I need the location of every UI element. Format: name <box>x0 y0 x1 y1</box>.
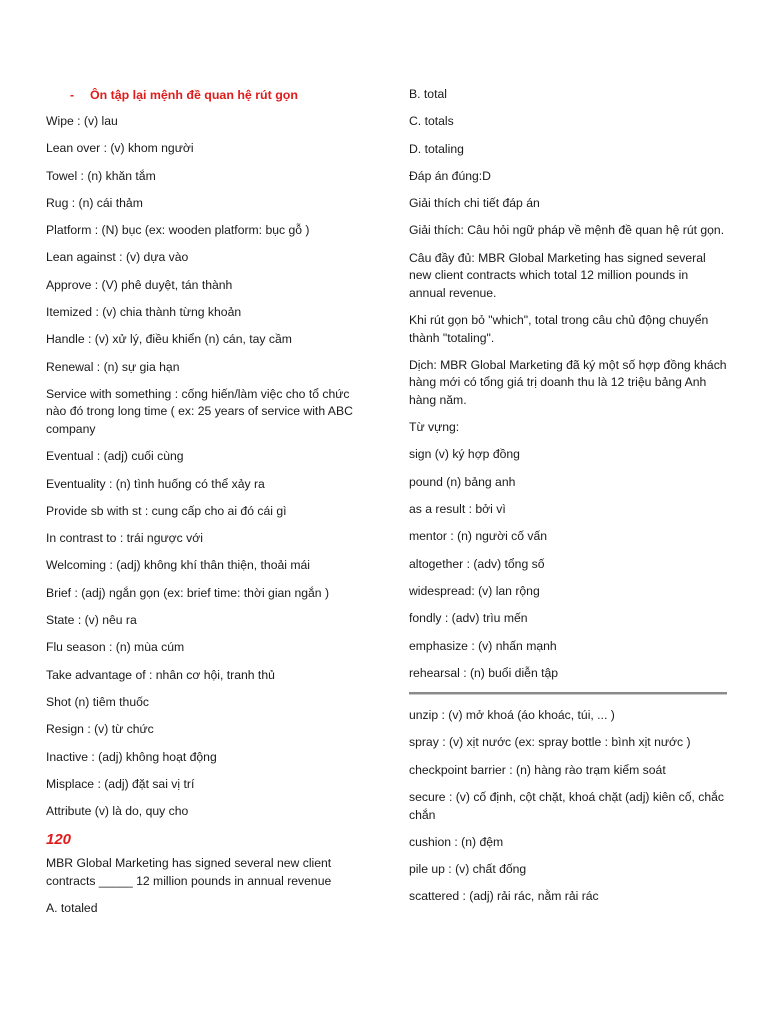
answer-options <box>409 86 727 158</box>
answer-option: C. totals <box>409 114 454 129</box>
vocab-item: widespread: (v) lan rộng <box>409 583 540 598</box>
vocab-item: In contrast to : trái ngược với <box>46 531 203 546</box>
vocab-item: unzip : (v) mở khoá (áo khoác, túi, ... ) <box>409 708 615 723</box>
vocab-item: Provide sb with st : cung cấp cho ai đó cái gì <box>46 503 287 518</box>
vocab-list-left <box>46 113 356 821</box>
right-column <box>409 86 727 916</box>
vocab-item: cushion : (n) đệm <box>409 834 504 849</box>
vocab-item: Lean over : (v) khom người <box>46 141 194 156</box>
vocab-item: sign (v) ký hợp đồng <box>409 447 520 462</box>
vocab-item: Inactive : (adj) không hoạt động <box>46 749 217 764</box>
vocab-item: Renewal : (n) sự gia hạn <box>46 359 180 374</box>
vocab-item: Brief : (adj) ngắn gọn (ex: brief time: thời gian ngắn ) <box>46 585 330 600</box>
vocab-list-right <box>409 446 727 682</box>
vocab-item: scattered : (adj) rải rác, nằm rải rác <box>409 889 599 904</box>
vocab-item: Misplace : (adj) đặt sai vị trí <box>46 776 195 791</box>
vocab-item: checkpoint barrier : (n) hàng rào trạm kiểm soát <box>409 762 666 777</box>
vocab-item: Towel : (n) khăn tắm <box>46 168 156 183</box>
vocab-item: Wipe : (v) lau <box>46 114 118 128</box>
vocab-item: Attribute (v) là do, quy cho <box>46 804 189 819</box>
question-number: 120 <box>46 831 72 849</box>
vocab-item: Take advantage of : nhân cơ hội, tranh thủ <box>46 667 275 682</box>
vocab-item: secure : (v) cố định, cột chặt, khoá chặt (adj) kiên cố, chắc chắn <box>409 790 724 822</box>
explanation-text: Giải thích: Câu hỏi ngữ pháp về mệnh đề quan hệ rút gọn. <box>409 223 725 238</box>
vocab-item: State : (v) nêu ra <box>46 613 137 628</box>
vocab-item: Shot (n) tiêm thuốc <box>46 694 149 709</box>
vocab-item: altogether : (adv) tổng số <box>409 556 545 571</box>
translation: Dịch: MBR Global Marketing đã ký một số hợp đồng khách hàng mới có tổng giá trị doanh thu là 12 triệu bảng Anh hàng năm. <box>409 357 727 407</box>
section-heading <box>46 86 356 104</box>
vocab-item: fondly : (adv) trìu mến <box>409 611 528 626</box>
left-column <box>46 86 356 928</box>
vocab-item: Handle : (v) xử lý, điều khiển (n) cán, tay cầm <box>46 332 292 347</box>
vocab-item: Eventual : (adj) cuối cùng <box>46 449 184 464</box>
option-a: A. totaled <box>46 901 98 916</box>
vocab-item: Rug : (n) cái thảm <box>46 195 143 210</box>
vocab-title: Từ vựng: <box>409 420 460 435</box>
question-text: MBR Global Marketing has signed several new client contracts _____ 12 million pounds in annual revenue <box>46 856 332 888</box>
vocab-item: emphasize : (v) nhấn mạnh <box>409 638 557 653</box>
vocab-item: Welcoming : (adj) không khí thân thiện, thoải mái <box>46 558 310 573</box>
vocab-list-right-2 <box>409 707 727 906</box>
vocab-item: Flu season : (n) mùa cúm <box>46 640 185 655</box>
reduction-note: Khi rút gọn bỏ "which", total trong câu chủ động chuyển thành "totaling". <box>409 313 709 345</box>
answer-option: B. total <box>409 87 447 101</box>
vocab-item: Approve : (V) phê duyệt, tán thành <box>46 277 233 292</box>
explanation-title: Giải thích chi tiết đáp án <box>409 196 540 211</box>
vocab-item: rehearsal : (n) buổi diễn tập <box>409 665 559 680</box>
vocab-item: pound (n) bảng anh <box>409 474 516 489</box>
vocab-item: Itemized : (v) chia thành từng khoản <box>46 305 242 320</box>
vocab-item: pile up : (v) chất đống <box>409 862 527 877</box>
vocab-item: spray : (v) xịt nước (ex: spray bottle : bình xịt nước ) <box>409 735 691 750</box>
vocab-item: Platform : (N) bục (ex: wooden platform: bục gỗ ) <box>46 223 310 238</box>
vocab-item: mentor : (n) người cố vấn <box>409 529 548 544</box>
vocab-item: as a result : bởi vì <box>409 502 506 517</box>
correct-answer: Đáp án đúng:D <box>409 168 491 183</box>
vocab-item: Eventuality : (n) tình huống có thể xảy ra <box>46 476 265 491</box>
vocab-item: Lean against : (v) dựa vào <box>46 250 189 265</box>
heading-text: Ôn tập lại mệnh đề quan hệ rút gọn <box>90 88 298 102</box>
section-divider <box>409 692 727 695</box>
vocab-item: Service with something : cống hiến/làm việc cho tổ chức nào đó trong long time ( ex: 25 years of service with ABC company <box>46 386 353 436</box>
vocab-item: Resign : (v) từ chức <box>46 722 154 737</box>
answer-option: D. totaling <box>409 141 464 156</box>
full-sentence: Câu đầy đủ: MBR Global Marketing has signed several new client contracts which total 12 million pounds in annual revenue. <box>409 250 706 300</box>
heading-bullet: - <box>70 88 75 102</box>
